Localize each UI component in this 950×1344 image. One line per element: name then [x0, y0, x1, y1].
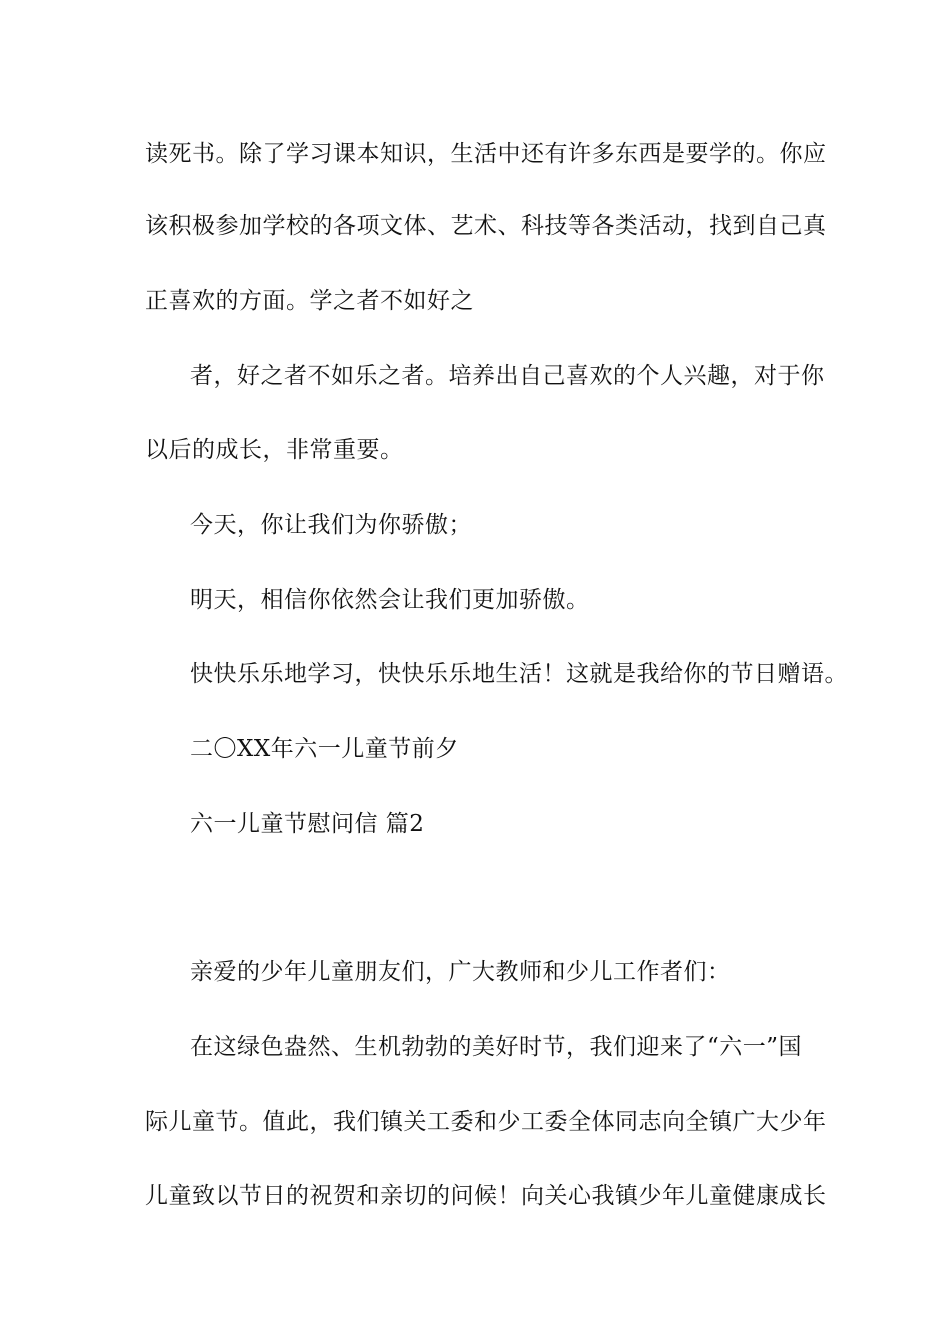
- paragraph-line: 在这绿色盎然、生机勃勃的美好时节，我们迎来了“六一”国: [190, 1034, 803, 1060]
- paragraph-line: 明天，相信你依然会让我们更加骄傲。: [190, 587, 590, 613]
- salutation: 亲爱的少年儿童朋友们，广大教师和少儿工作者们：: [190, 959, 731, 985]
- paragraph-line: 以后的成长，非常重要。: [145, 437, 404, 463]
- paragraph-line: 快快乐乐地学习，快快乐乐地生活！这就是我给你的节日赠语。: [190, 661, 848, 687]
- paragraph-line: 今天，你让我们为你骄傲；: [190, 512, 472, 538]
- paragraph-line: 正喜欢的方面。学之者不如好之: [145, 288, 474, 314]
- date-line: 二〇XX年六一儿童节前夕: [190, 736, 459, 762]
- paragraph-line: 该积极参加学校的各项文体、艺术、科技等各类活动，找到自己真: [145, 213, 827, 239]
- paragraph-line: 儿童致以节日的祝贺和亲切的问候！向关心我镇少年儿童健康成长: [145, 1183, 827, 1209]
- paragraph-line: 际儿童节。值此，我们镇关工委和少工委全体同志向全镇广大少年: [145, 1109, 827, 1135]
- paragraph-line: 读死书。除了学习课本知识，生活中还有许多东西是要学的。你应: [145, 141, 827, 167]
- paragraph-line: 者，好之者不如乐之者。培养出自己喜欢的个人兴趣，对于你: [190, 363, 825, 389]
- section-heading: 六一儿童节慰问信 篇2: [190, 811, 425, 837]
